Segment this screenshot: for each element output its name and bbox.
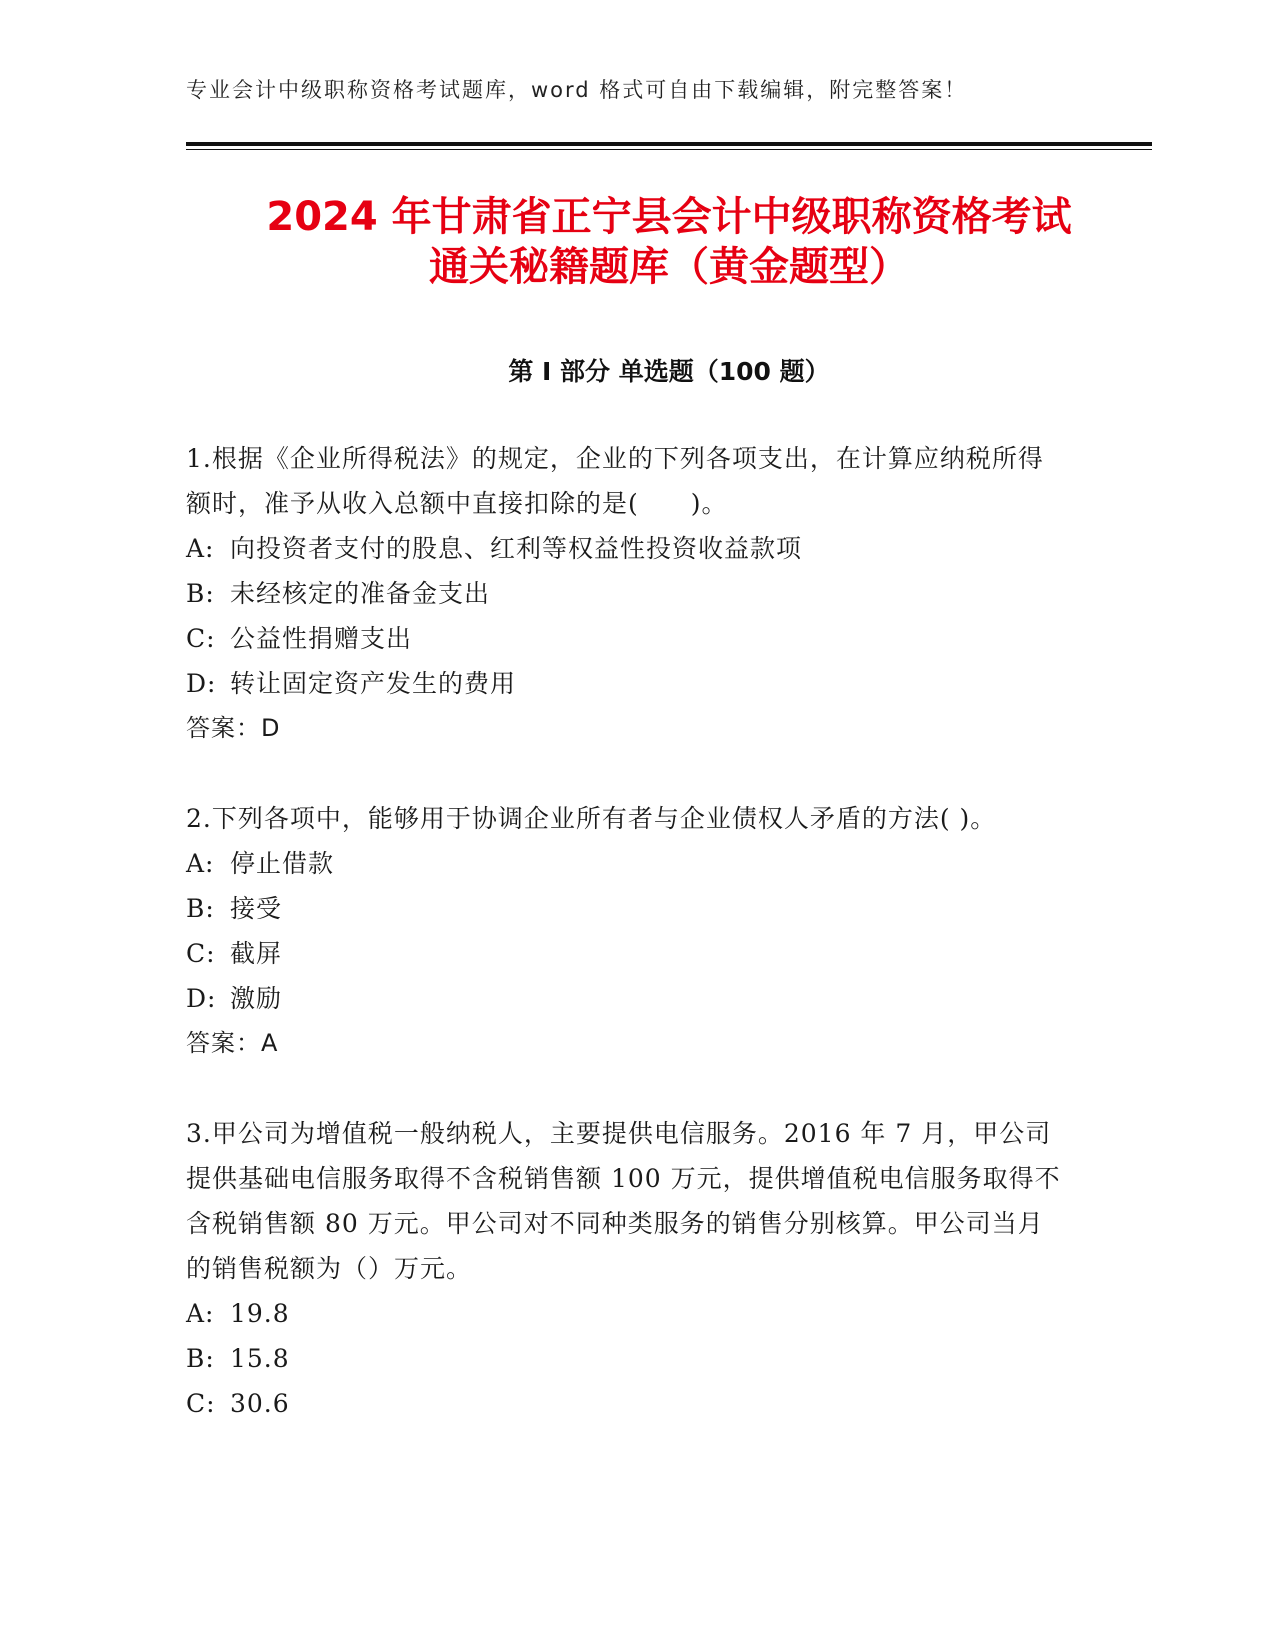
section-heading: 第 I 部分 单选题（100 题）: [508, 357, 830, 386]
option-text: 19.8: [230, 1299, 290, 1328]
option-a: [186, 841, 1066, 886]
option-letter: A:: [186, 1299, 215, 1328]
option-c: [186, 931, 1066, 976]
option-b: [186, 1336, 1066, 1381]
option-letter: A:: [186, 849, 215, 878]
question-1: [186, 436, 1066, 751]
option-text: 截屏: [230, 939, 283, 968]
option-a: [186, 1291, 1066, 1336]
option-letter: C:: [186, 624, 216, 653]
question-3: [186, 1111, 1066, 1426]
option-text: 激励: [230, 984, 283, 1013]
option-letter: D:: [186, 669, 217, 698]
option-b: [186, 571, 1066, 616]
option-text: 未经核定的准备金支出: [230, 579, 491, 608]
title-line-2: 通关秘籍题库（黄金题型）: [429, 244, 909, 290]
option-text: 15.8: [230, 1344, 290, 1373]
option-letter: B:: [186, 1344, 215, 1373]
option-text: 停止借款: [230, 849, 335, 878]
option-letter: C:: [186, 1389, 216, 1418]
option-letter: A:: [186, 534, 215, 563]
document-title: [186, 192, 1152, 292]
question-list: [186, 436, 1066, 1426]
header-rule-thick: [186, 142, 1152, 146]
question-text: 2.下列各项中，能够用于协调企业所有者与企业债权人矛盾的方法( )。: [186, 804, 997, 833]
answer: 答案：A: [186, 1029, 279, 1057]
option-text: 转让固定资产发生的费用: [230, 669, 517, 698]
option-letter: B:: [186, 579, 215, 608]
option-a: [186, 526, 1066, 571]
option-c: [186, 1381, 1066, 1426]
option-text: 30.6: [230, 1389, 290, 1418]
option-letter: D:: [186, 984, 217, 1013]
option-c: [186, 616, 1066, 661]
question-text: 1.根据《企业所得税法》的规定，企业的下列各项支出，在计算应纳税所得额时，准予从收入总额中直接扣除的是( )。: [186, 444, 1044, 518]
option-d: [186, 976, 1066, 1021]
question-text: 3.甲公司为增值税一般纳税人，主要提供电信服务。2016 年 7 月，甲公司提供基础电信服务取得不含税销售额 100 万元，提供增值税电信服务取得不含税销售额 80 万元。甲公司对不同种类服务的销售分别核算。甲公司当月的销售税额为（）万元。: [186, 1119, 1061, 1283]
option-text: 向投资者支付的股息、红利等权益性投资收益款项: [230, 534, 803, 563]
option-letter: B:: [186, 894, 215, 923]
option-letter: C:: [186, 939, 216, 968]
option-text: 接受: [230, 894, 283, 923]
option-text: 公益性捐赠支出: [230, 624, 413, 653]
header-rule-thin: [186, 149, 1152, 150]
option-d: [186, 661, 1066, 706]
option-b: [186, 886, 1066, 931]
question-2: [186, 796, 1066, 1066]
title-line-1: 2024 年甘肃省正宁县会计中级职称资格考试: [266, 194, 1072, 240]
answer: 答案：D: [186, 714, 281, 742]
header-note: 专业会计中级职称资格考试题库，word 格式可自由下载编辑，附完整答案！: [186, 78, 968, 102]
